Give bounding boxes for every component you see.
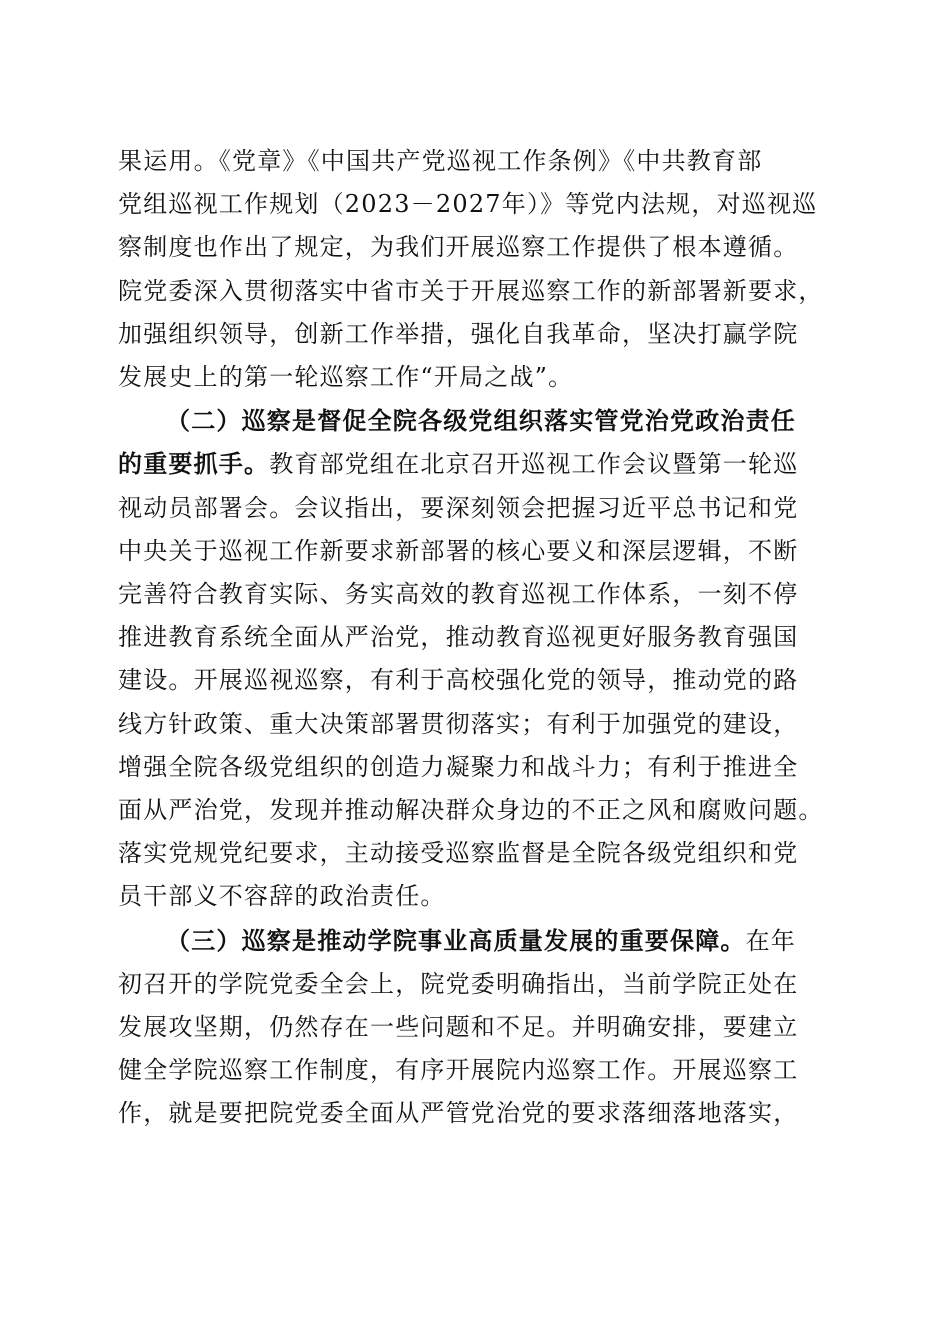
text-line: 增强全院各级党组织的创造力凝聚力和战斗力；有利于推进全	[118, 752, 799, 781]
paragraph-3	[118, 919, 838, 1136]
text-line: 员干部义不容辞的政治责任。	[118, 882, 446, 911]
text-line: 视动员部署会。会议指出，要深刻领会把握习近平总书记和党	[118, 493, 799, 522]
text-line: 线方针政策、重大决策部署贯彻落实；有利于加强党的建设，	[118, 709, 799, 738]
section-heading-3: （三）巡察是推动学院事业高质量发展的重要保障。	[166, 925, 746, 955]
section-heading-2: （二）巡察是督促全院各级党组织落实管党治党政治责任	[166, 406, 796, 436]
text-line: 发展攻坚期，仍然存在一些问题和不足。并明确安排，要建立	[118, 1013, 799, 1042]
paragraph-2	[118, 399, 838, 918]
text-line: 中央关于巡视工作新要求新部署的核心要义和深层逻辑，不断	[118, 536, 799, 565]
text-line: 察制度也作出了规定，为我们开展巡察工作提供了根本遵循。	[118, 233, 799, 262]
document-body	[118, 140, 838, 1136]
text-line: 初召开的学院党委全会上，院党委明确指出，当前学院正处在	[118, 969, 799, 998]
text-line: 发展史上的第一轮巡察工作“开局之战”。	[118, 363, 574, 392]
text-line: 推进教育系统全面从严治党，推动教育巡视更好服务教育强国	[118, 623, 799, 652]
paragraph-1	[118, 140, 838, 399]
text-line: 面从严治党，发现并推动解决群众身边的不正之风和腐败问题。	[118, 796, 824, 825]
section-heading-2-end: 的重要抓手。	[118, 449, 270, 479]
text-line: 果运用。《党章》《中国共产党巡视工作条例》《中共教育部	[118, 147, 763, 175]
text-line: 加强组织领导，创新工作举措，强化自我革命，坚决打赢学院	[118, 319, 799, 348]
text-line: 完善符合教育实际、务实高效的教育巡视工作体系，一刻不停	[118, 580, 799, 609]
text-span: 在年	[745, 926, 797, 955]
text-line: 健全学院巡察工作制度，有序开展院内巡察工作。开展巡察工	[118, 1056, 799, 1085]
text-line	[118, 919, 838, 963]
text-line	[118, 442, 838, 486]
text-line: 落实党规党纪要求，主动接受巡察监督是全院各级党组织和党	[118, 839, 799, 868]
text-line: 建设。开展巡视巡察，有利于高校强化党的领导，推动党的路	[118, 666, 799, 695]
text-line: 院党委深入贯彻落实中省市关于开展巡察工作的新部署新要求，	[118, 276, 824, 305]
text-line: 党组巡视工作规划（2023－2027年）》等党内法规，对巡视巡	[118, 190, 818, 219]
text-span: 教育部党组在北京召开巡视工作会议暨第一轮巡	[269, 450, 799, 479]
text-line: 作，就是要把院党委全面从严管党治党的要求落细落地落实，	[118, 1099, 799, 1128]
